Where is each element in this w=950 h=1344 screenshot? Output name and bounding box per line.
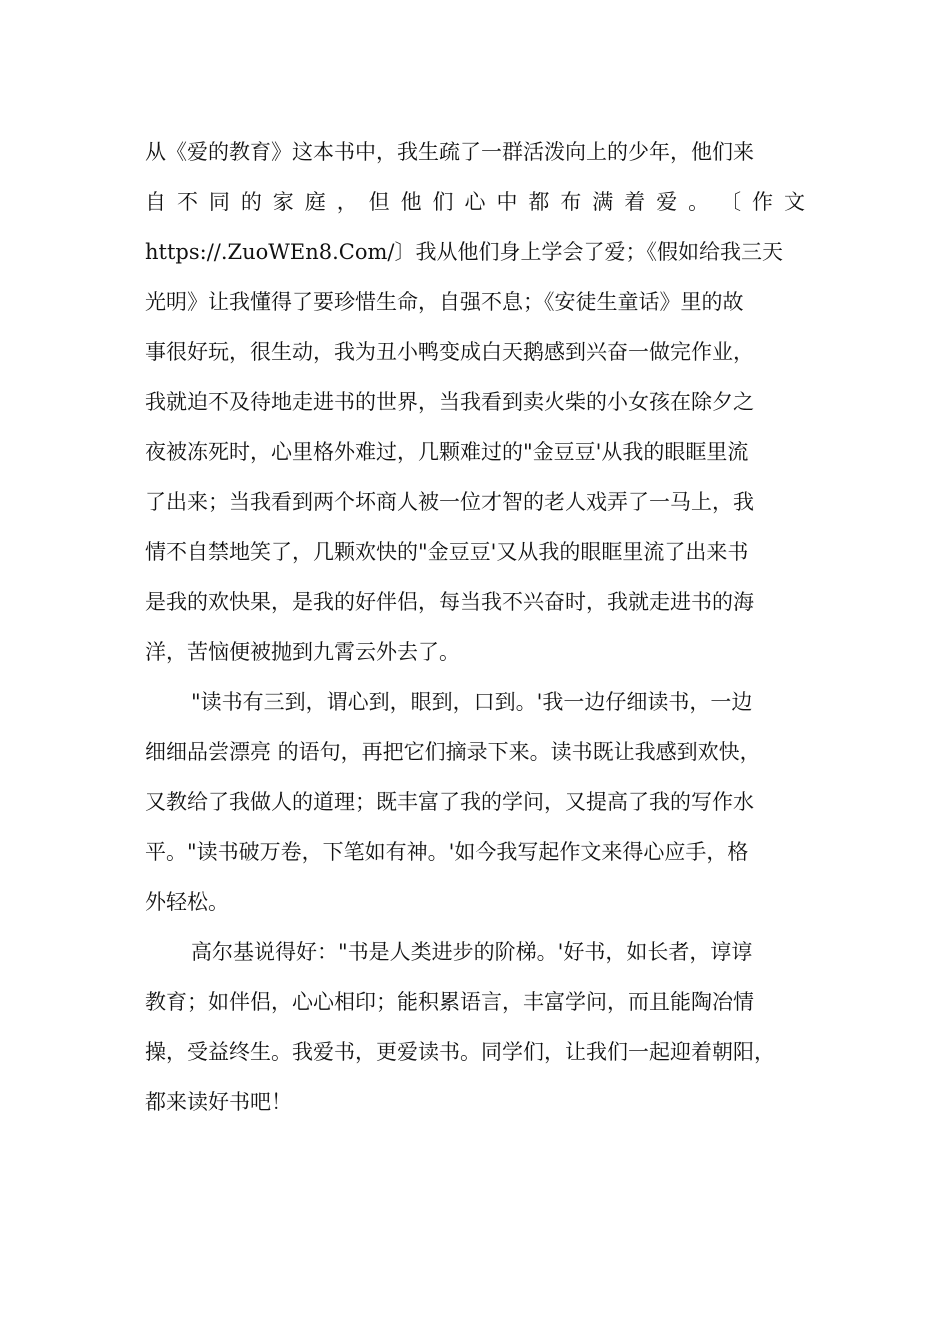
paragraph-2-line-2: 细细品尝漂亮 的语句，再把它们摘录下来。读书既让我感到欢快， [145,740,761,764]
essay-body [145,127,845,1127]
paragraph-1-line-10: 是我的欢快果，是我的好伴侣，每当我不兴奋时，我就走进书的海 [145,590,754,614]
paragraph-1-line-8: 了出来；当我看到两个坏商人被一位才智的老人戏弄了一马上，我 [145,490,754,514]
paragraph-1-line-3: https://.ZuoWEn8.Com/〕我从他们身上学会了爱；《假如给我三天 [145,240,783,264]
paragraph-2-line-4: 平。"读书破万卷，下笔如有神。'如今我写起作文来得心应手，格 [145,840,749,864]
paragraph-3-line-4: 都来读好书吧！ [145,1090,292,1114]
paragraph-1-line-11: 洋，苦恼便被抛到九霄云外去了。 [145,640,460,664]
paragraph-1-line-5: 事很好玩，很生动，我为丑小鸭变成白天鹅感到兴奋一做完作业， [145,340,754,364]
paragraph-3-line-3: 操，受益终生。我爱书，更爱读书。同学们，让我们一起迎着朝阳， [145,1040,775,1064]
paragraph-3-line-1: 高尔基说得好："书是人类进步的阶梯。'好书，如长者，谆谆 [191,940,753,964]
paragraph-1-line-9: 情不自禁地笑了，几颗欢快的"金豆豆'又从我的眼眶里流了出来书 [145,540,749,564]
paragraph-1-line-4: 光明》让我懂得了要珍惜生命，自强不息；《安徒生童话》里的故 [145,290,744,314]
paragraph-2-line-5: 外轻松。 [145,890,229,914]
paragraph-2-line-3: 又教给了我做人的道理；既丰富了我的学问，又提高了我的写作水 [145,790,754,814]
paragraph-3-line-2: 教育；如伴侣，心心相印；能积累语言，丰富学问，而且能陶冶情 [145,990,754,1014]
paragraph-1-line-7: 夜被冻死时，心里格外难过，几颗难过的"金豆豆'从我的眼眶里流 [145,440,749,464]
paragraph-1-line-2: 自 不 同 的 家 庭 ， 但 他 们 心 中 都 布 满 着 爱 。 〔 作 文 [145,190,805,214]
paragraph-2-line-1: "读书有三到，谓心到，眼到，口到。'我一边仔细读书，一边 [191,690,753,714]
paragraph-1-line-6: 我就迫不及待地走进书的世界，当我看到卖火柴的小女孩在除夕之 [145,390,754,414]
paragraph-1-line-1: 从《爱的教育》这本书中，我生疏了一群活泼向上的少年，他们来 [145,140,754,164]
